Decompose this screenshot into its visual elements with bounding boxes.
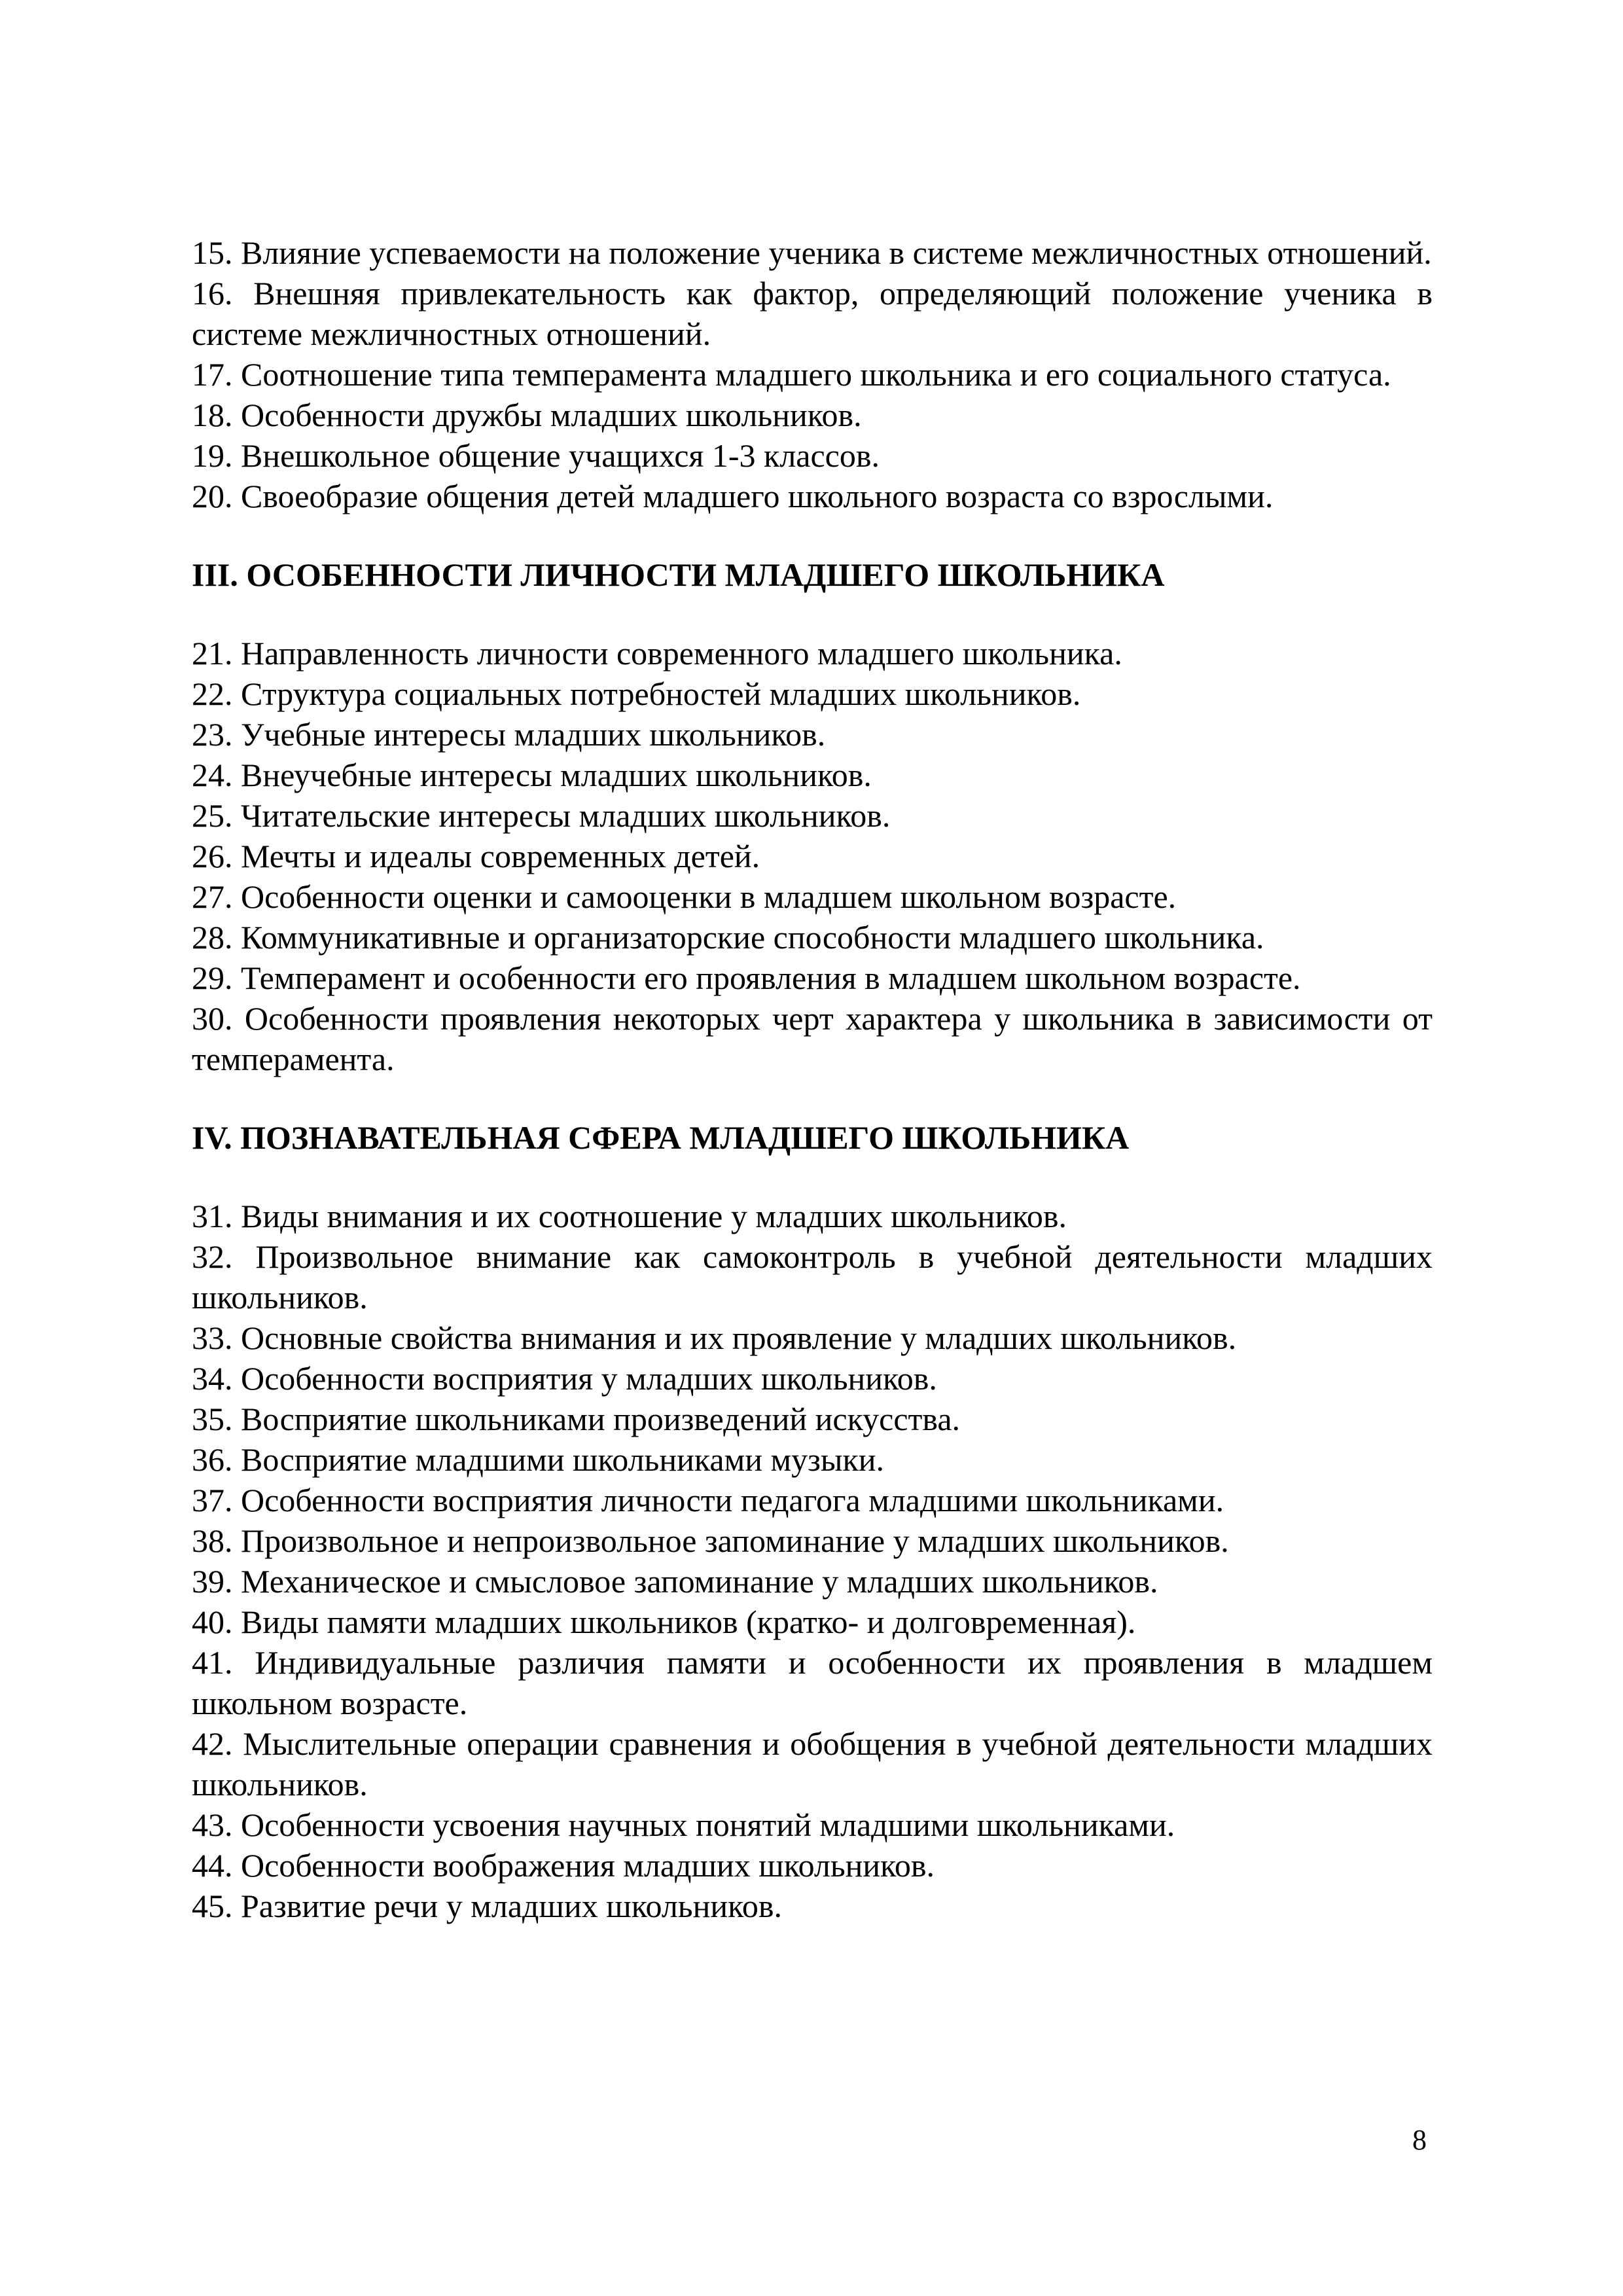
list-item-24: 24. Внеучебные интересы младших школьников. — [192, 757, 872, 793]
section-heading-iii: III. ОСОБЕННОСТИ ЛИЧНОСТИ МЛАДШЕГО ШКОЛЬНИКА — [192, 556, 1165, 593]
list-item-19: 19. Внешкольное общение учащихся 1-3 классов. — [192, 437, 880, 474]
list-item-22: 22. Структура социальных потребностей младших школьников. — [192, 675, 1081, 712]
list-item-35: 35. Восприятие школьниками произведений искусства. — [192, 1401, 961, 1437]
list-item-40: 40. Виды памяти младших школьников (кратко- и долговременная). — [192, 1604, 1136, 1640]
list-item-27: 27. Особенности оценки и самооценки в младшем школьном возрасте. — [192, 878, 1177, 915]
list-item-30: 30. Особенности проявления некоторых черт характера у школьника в зависимости от темперамента. — [192, 1000, 1433, 1077]
section-heading-iv: IV. ПОЗНАВАТЕЛЬНАЯ СФЕРА МЛАДШЕГО ШКОЛЬНИКА — [192, 1119, 1130, 1156]
list-item-15: 15. Влияние успеваемости на положение ученика в системе межличностных отношений. — [192, 234, 1432, 271]
page-number: 8 — [1412, 2124, 1427, 2156]
list-item-18: 18. Особенности дружбы младших школьников. — [192, 397, 862, 433]
list-item-31: 31. Виды внимания и их соотношение у младших школьников. — [192, 1198, 1067, 1234]
list-item-37: 37. Особенности восприятия личности педагога младшими школьниками. — [192, 1482, 1224, 1518]
list-item-43: 43. Особенности усвоения научных понятий младшими школьниками. — [192, 1806, 1175, 1843]
list-item-32: 32. Произвольное внимание как самоконтроль в учебной деятельности младших школьников. — [192, 1238, 1433, 1316]
list-item-41: 41. Индивидуальные различия памяти и особенности их проявления в младшем школьном возрасте. — [192, 1644, 1433, 1721]
list-item-44: 44. Особенности воображения младших школьников. — [192, 1847, 935, 1884]
list-item-28: 28. Коммуникативные и организаторские способности младшего школьника. — [192, 919, 1264, 956]
list-item-25: 25. Читательские интересы младших школьников. — [192, 797, 891, 834]
list-item-26: 26. Мечты и идеалы современных детей. — [192, 838, 760, 874]
list-item-33: 33. Основные свойства внимания и их проявление у младших школьников. — [192, 1319, 1237, 1356]
list-item-20: 20. Своеобразие общения детей младшего школьного возраста со взрослыми. — [192, 478, 1274, 514]
list-item-38: 38. Произвольное и непроизвольное запоминание у младших школьников. — [192, 1522, 1229, 1559]
list-item-39: 39. Механическое и смысловое запоминание у младших школьников. — [192, 1563, 1158, 1600]
list-item-29: 29. Темперамент и особенности его проявления в младшем школьном возрасте. — [192, 960, 1301, 996]
list-item-42: 42. Мыслительные операции сравнения и обобщения в учебной деятельности младших школьников. — [192, 1725, 1433, 1803]
document-body — [192, 232, 1433, 1926]
list-item-34: 34. Особенности восприятия у младших школьников. — [192, 1360, 937, 1397]
list-item-21: 21. Направленность личности современного младшего школьника. — [192, 635, 1122, 672]
list-item-45: 45. Развитие речи у младших школьников. — [192, 1888, 782, 1924]
list-item-17: 17. Соотношение типа темперамента младшего школьника и его социального статуса. — [192, 356, 1391, 393]
list-item-16: 16. Внешняя привлекательность как фактор, определяющий положение ученика в системе межличностных отношений. — [192, 275, 1433, 352]
list-item-36: 36. Восприятие младшими школьниками музыки. — [192, 1441, 885, 1478]
list-item-23: 23. Учебные интересы младших школьников. — [192, 716, 826, 753]
